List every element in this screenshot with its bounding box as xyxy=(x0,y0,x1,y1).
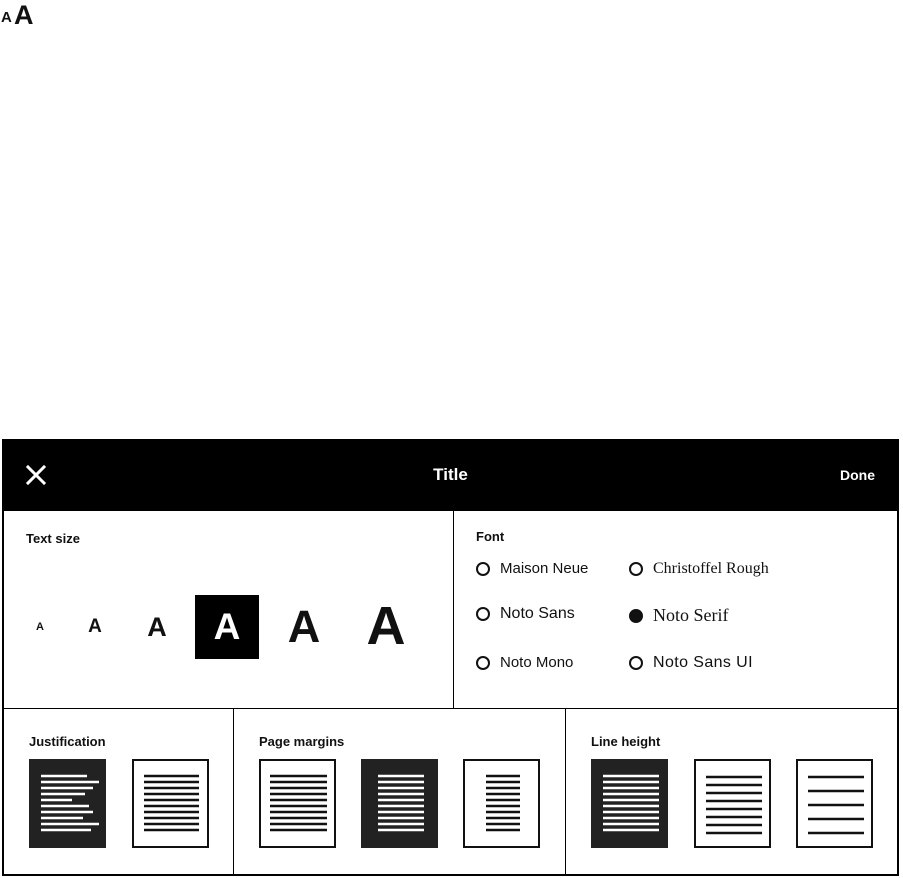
text-size-option-6[interactable]: A xyxy=(366,596,406,656)
radio-icon xyxy=(629,656,643,670)
text-size-option-2[interactable]: A xyxy=(88,616,102,637)
panel-title: Title xyxy=(433,465,468,484)
justification-section xyxy=(4,709,234,874)
font-option-christoffel-rough[interactable] xyxy=(629,560,769,578)
font-label: Font xyxy=(476,529,505,544)
aa-big-letter: A xyxy=(14,0,34,30)
text-size-option-5[interactable]: A xyxy=(287,601,321,652)
text-size-option-4[interactable]: A xyxy=(195,595,259,659)
radio-icon xyxy=(476,656,490,670)
page-margins-label: Page margins xyxy=(259,734,345,749)
justify-left-option[interactable] xyxy=(29,759,106,848)
radio-selected-icon xyxy=(629,609,643,623)
line-height-section xyxy=(566,709,897,874)
text-size-option-3[interactable]: A xyxy=(147,611,167,642)
title-bar xyxy=(4,441,897,511)
font-option-noto-sans-ui[interactable] xyxy=(629,654,753,672)
margin-small-option[interactable] xyxy=(259,759,336,848)
margin-large-option[interactable] xyxy=(463,759,540,848)
done-button[interactable]: Done xyxy=(840,467,875,483)
justification-label: Justification xyxy=(29,734,106,749)
text-size-option-1[interactable]: A xyxy=(36,621,44,633)
font-option-label: Noto Serif xyxy=(653,605,729,625)
text-size-label: Text size xyxy=(26,531,80,546)
font-option-label: Maison Neue xyxy=(500,560,589,577)
font-option-noto-serif[interactable] xyxy=(629,605,729,626)
font-option-label: Noto Sans xyxy=(500,605,575,622)
font-option-label: Noto Sans UI xyxy=(653,654,753,671)
line-height-compact-option[interactable] xyxy=(591,759,668,848)
justify-full-option[interactable] xyxy=(132,759,209,848)
font-option-noto-sans[interactable] xyxy=(476,605,575,623)
font-option-noto-mono[interactable] xyxy=(476,654,573,671)
radio-icon xyxy=(476,562,490,576)
radio-icon xyxy=(476,607,490,621)
text-size-section xyxy=(4,511,454,709)
text-settings-panel xyxy=(2,439,899,876)
aa-small-letter: A xyxy=(1,9,12,26)
radio-icon xyxy=(629,562,643,576)
line-height-label: Line height xyxy=(591,734,661,749)
line-height-normal-option[interactable] xyxy=(694,759,771,848)
text-settings-icon[interactable] xyxy=(0,0,40,28)
font-option-label: Christoffel Rough xyxy=(653,560,769,577)
font-option-maison-neue[interactable] xyxy=(476,560,588,577)
margin-medium-option[interactable] xyxy=(361,759,438,848)
line-height-loose-option[interactable] xyxy=(796,759,873,848)
font-section xyxy=(454,511,897,709)
font-option-label: Noto Mono xyxy=(500,654,574,671)
page-margins-section xyxy=(234,709,566,874)
